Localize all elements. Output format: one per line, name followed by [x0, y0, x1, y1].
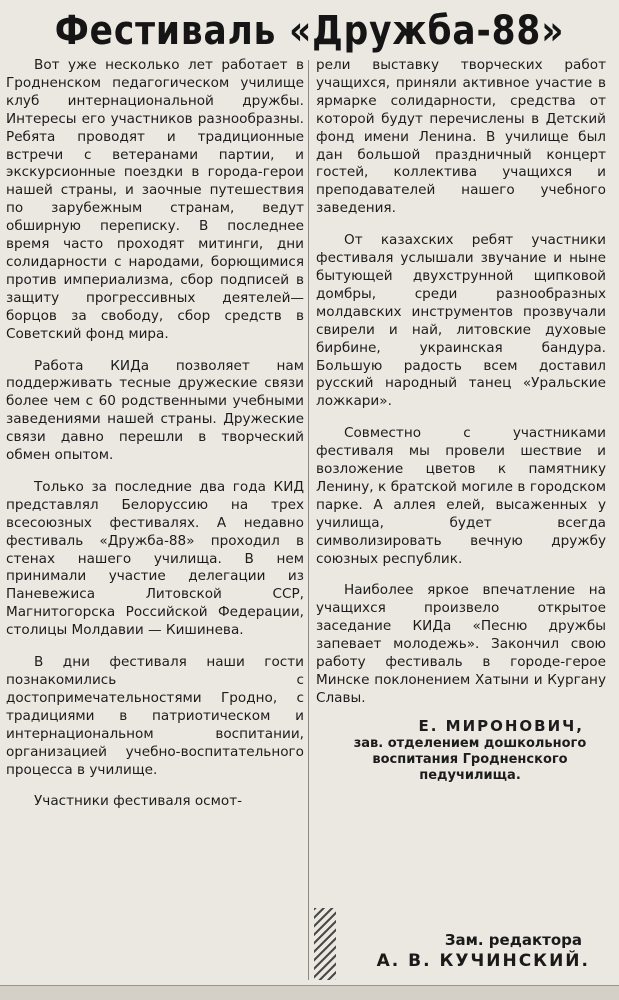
article-paragraph: От казахских ребят участники фестиваля услышали звучание и ныне бытующей двухструнной щипковой домбры, среди разнообразных молдавских инструментов прозвучали свирели и най, литовские духовые бирбине, украинская бандура. Большую радость всем доставил русский народный танец «Уральские ложкари».: [316, 232, 606, 410]
author-position: зав. отделением дошкольного воспитания Гродненского педучилища.: [353, 735, 587, 783]
editor-name: А. В. КУЧИНСКИЙ.: [376, 951, 590, 971]
article-paragraph: В дни фестиваля наши гости познакомились с достопримечательностями Гродно, с традициями в патриотическом и интернациональном воспитании, организацией учебно-воспитательного процесса в училище.: [6, 654, 304, 778]
decorative-hatch: [314, 908, 336, 980]
author-signature: [334, 716, 606, 784]
page-bottom-edge: [0, 985, 619, 1000]
article-right-column: [316, 57, 606, 784]
article-paragraph: Участники фестиваля осмот-: [34, 793, 243, 810]
article-paragraph: Вот уже несколько лет работает в Гродненском педагогическом училище клуб интернациональной дружбы. Интересы его участников разнообразны. Ребята проводят и традиционные встречи с ветеранами партии, и экскурсионные поездки в города-герои нашей страны, и заочные путешествия по зарубежным странам, ведут обширную переписку. В последнее время часто проходят митинги, дни солидарности с народами, борющимися против империализма, сбор подписей в защиту прогрессивных деятелей—борцов за свободу, сбор средств в Советский фонд мира.: [6, 57, 304, 342]
article-paragraph: Наиболее яркое впечатление на учащихся произвело открытое заседание КИДа «Песню дружбы запевает молодежь». Закончил свою работу фестиваль в городе-герое Минске поклонением Хатыни и Кургану Славы.: [316, 582, 606, 706]
article-title: Фестиваль «Дружба-88»: [54, 8, 565, 54]
author-name: Е. МИРОНОВИЧ,: [418, 716, 584, 735]
editor-position: Зам. редактора: [444, 931, 582, 949]
article-left-column: [6, 57, 304, 825]
column-divider: [308, 60, 309, 980]
article-paragraph: Только за последние два года КИД представлял Белоруссию на трех всесоюзных фестивалях. А недавно фестиваль «Дружба-88» проходил в стенах нашего училища. В нем принимали участие делегации из Паневежиса Литовской ССР, Магнитогорска Российской Федерации, столицы Молдавии — Кишинева.: [6, 478, 304, 639]
article-paragraph: Работа КИДа позволяет нам поддерживать тесные дружеские связи более чем с 60 родственными учебными заведениями нашей страны. Дружеские связи давно перешли в творческий обмен опытом.: [6, 357, 304, 464]
article-paragraph: Совместно с участниками фестиваля мы провели шествие и возложение цветов к памятнику Ленину, к братской могиле в городском парке. А аллея елей, высаженных у училища, будет всегда символизировать вечную дружбу союзных республик.: [316, 425, 606, 567]
editor-credit: [340, 930, 610, 972]
article-paragraph: рели выставку творческих работ учащихся, приняли активное участие в ярмарке солидарности, средства от которой будут перечислены в Детский фонд имени Ленина. В училище был дан большой праздничный концерт гостей, коллектива учащихся и преподавателей нашего учебного заведения.: [316, 57, 606, 217]
